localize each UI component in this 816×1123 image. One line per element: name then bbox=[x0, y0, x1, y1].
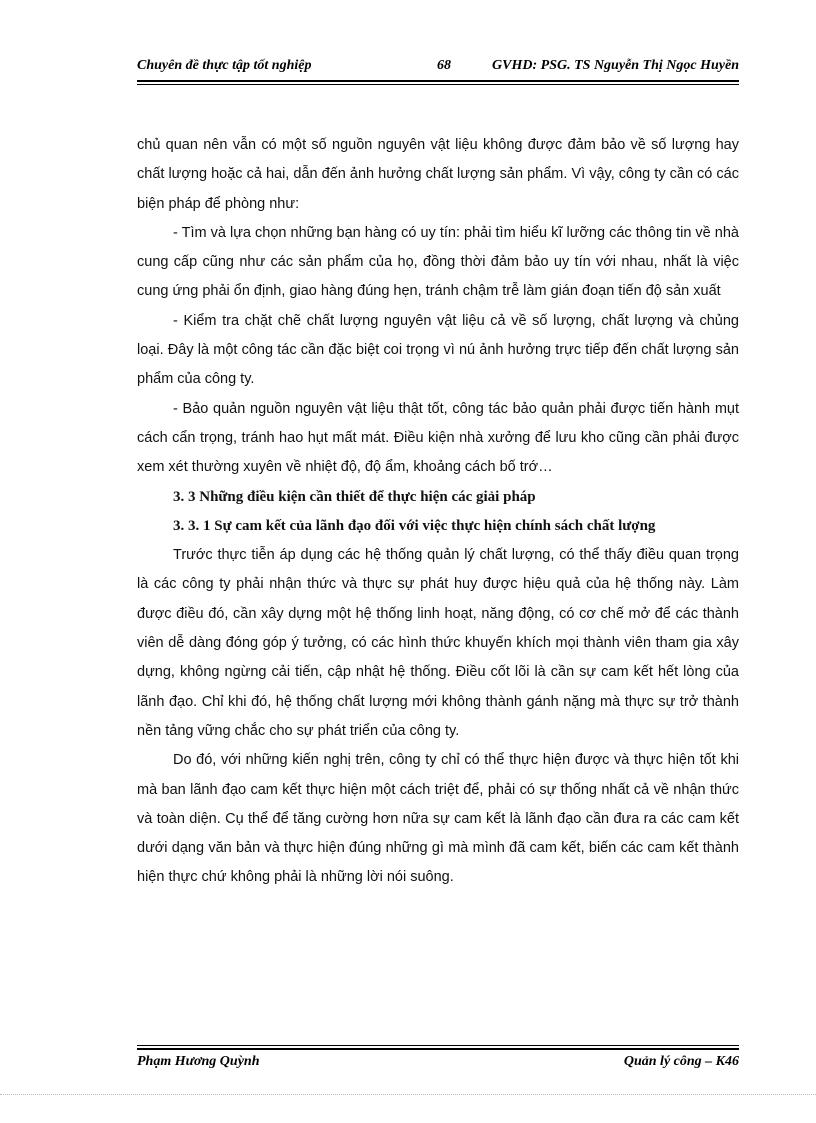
header-rule-thick bbox=[137, 80, 739, 82]
footer-rule-thin bbox=[137, 1045, 739, 1046]
header-advisor: GVHD: PSG. TS Nguyễn Thị Ngọc Huyền bbox=[492, 58, 739, 73]
footer-author: Phạm Hương Quỳnh bbox=[137, 1054, 260, 1069]
page-number: 68 bbox=[437, 58, 451, 73]
page-bottom-dotted-line bbox=[0, 1094, 816, 1095]
paragraph-6: Do đó, với những kiến nghị trên, công ty chỉ có thể thực hiện được và thực hiện tốt khi mà ban lãnh đạo cam kết thực hiện một cách triệt để, phải có sự thống nhất cả về nhận thức và toàn diện. Cụ thể để tăng cường hơn nữa sự cam kết là lãnh đạo cần đưa ra các cam kết dưới dạng văn bản và thực hiện đúng những gì mà mình đã cam kết, biến các cam kết thành hiện thực chứ không phải là những lời nói suông. bbox=[137, 752, 739, 886]
footer-class: Quản lý công – K46 bbox=[623, 1054, 739, 1069]
subsection-heading: 3. 3. 1 Sự cam kết của lãnh đạo đối với việc thực hiện chính sách chất lượng bbox=[173, 517, 656, 534]
section-heading: 3. 3 Những điều kiện cần thiết để thực hiện các giải pháp bbox=[173, 488, 536, 505]
document-body bbox=[137, 131, 739, 893]
header-rule-thin bbox=[137, 84, 739, 85]
page-footer bbox=[137, 1052, 739, 1074]
paragraph-2: - Tìm và lựa chọn những bạn hàng có uy tín: phải tìm hiểu kĩ lưỡng các thông tin về nhà cung cấp cũng như các sản phẩm của họ, đồng thời đảm bảo uy tín với nhau, nhất là việc cung ứng phải ổn định, giao hàng đúng hẹn, tránh chậm trễ làm gián đoạn tiến độ sản xuất bbox=[137, 224, 739, 300]
paragraph-3: - Kiểm tra chặt chẽ chất lượng nguyên vật liệu cả về số lượng, chất lượng và chủng loại. Đây là một công tác cần đặc biệt coi trọng vì nú ảnh hưởng trực tiếp đến chất lượng sản phẩm của công ty. bbox=[137, 312, 739, 388]
paragraph-4: - Bảo quản nguồn nguyên vật liệu thật tốt, công tác bảo quản phải được tiến hành mụt cách cẩn trọng, tránh hao hụt mất mát. Điều kiện nhà xưởng để lưu kho cũng cần phải được xem xét thường xuyên về nhiệt độ, độ ẩm, khoảng cách bố trớ… bbox=[137, 400, 739, 476]
paragraph-5: Trước thực tiễn áp dụng các hệ thống quản lý chất lượng, có thể thấy điều quan trọng là các công ty phải nhận thức và thực sự phát huy được hiệu quả của hệ thống này. Làm được điều đó, cần xây dựng một hệ thống linh hoạt, năng động, có cơ chế mở để các thành viên dễ dàng đóng góp ý tưởng, có các hình thức khuyến khích mọi thành viên tham gia xây dựng, không ngừng cải tiến, cập nhật hệ thống. Điều cốt lõi là cần sự cam kết hết lòng của lãnh đạo. Chỉ khi đó, hệ thống chất lượng mới không thành gánh nặng mà thực sự trở thành nền tảng vững chắc cho sự phát triển của công ty. bbox=[137, 547, 739, 739]
footer-rule-thick bbox=[137, 1048, 739, 1050]
paragraph-1: chủ quan nên vẫn có một số nguồn nguyên vật liệu không được đảm bảo về số lượng hay chất lượng hoặc cả hai, dẫn đến ảnh hưởng chất lượng sản phẩm. Vì vậy, công ty cần có các biện pháp để phòng như: bbox=[137, 137, 739, 212]
page-header bbox=[137, 56, 739, 78]
header-title: Chuyên đề thực tập tốt nghiệp bbox=[137, 58, 312, 73]
